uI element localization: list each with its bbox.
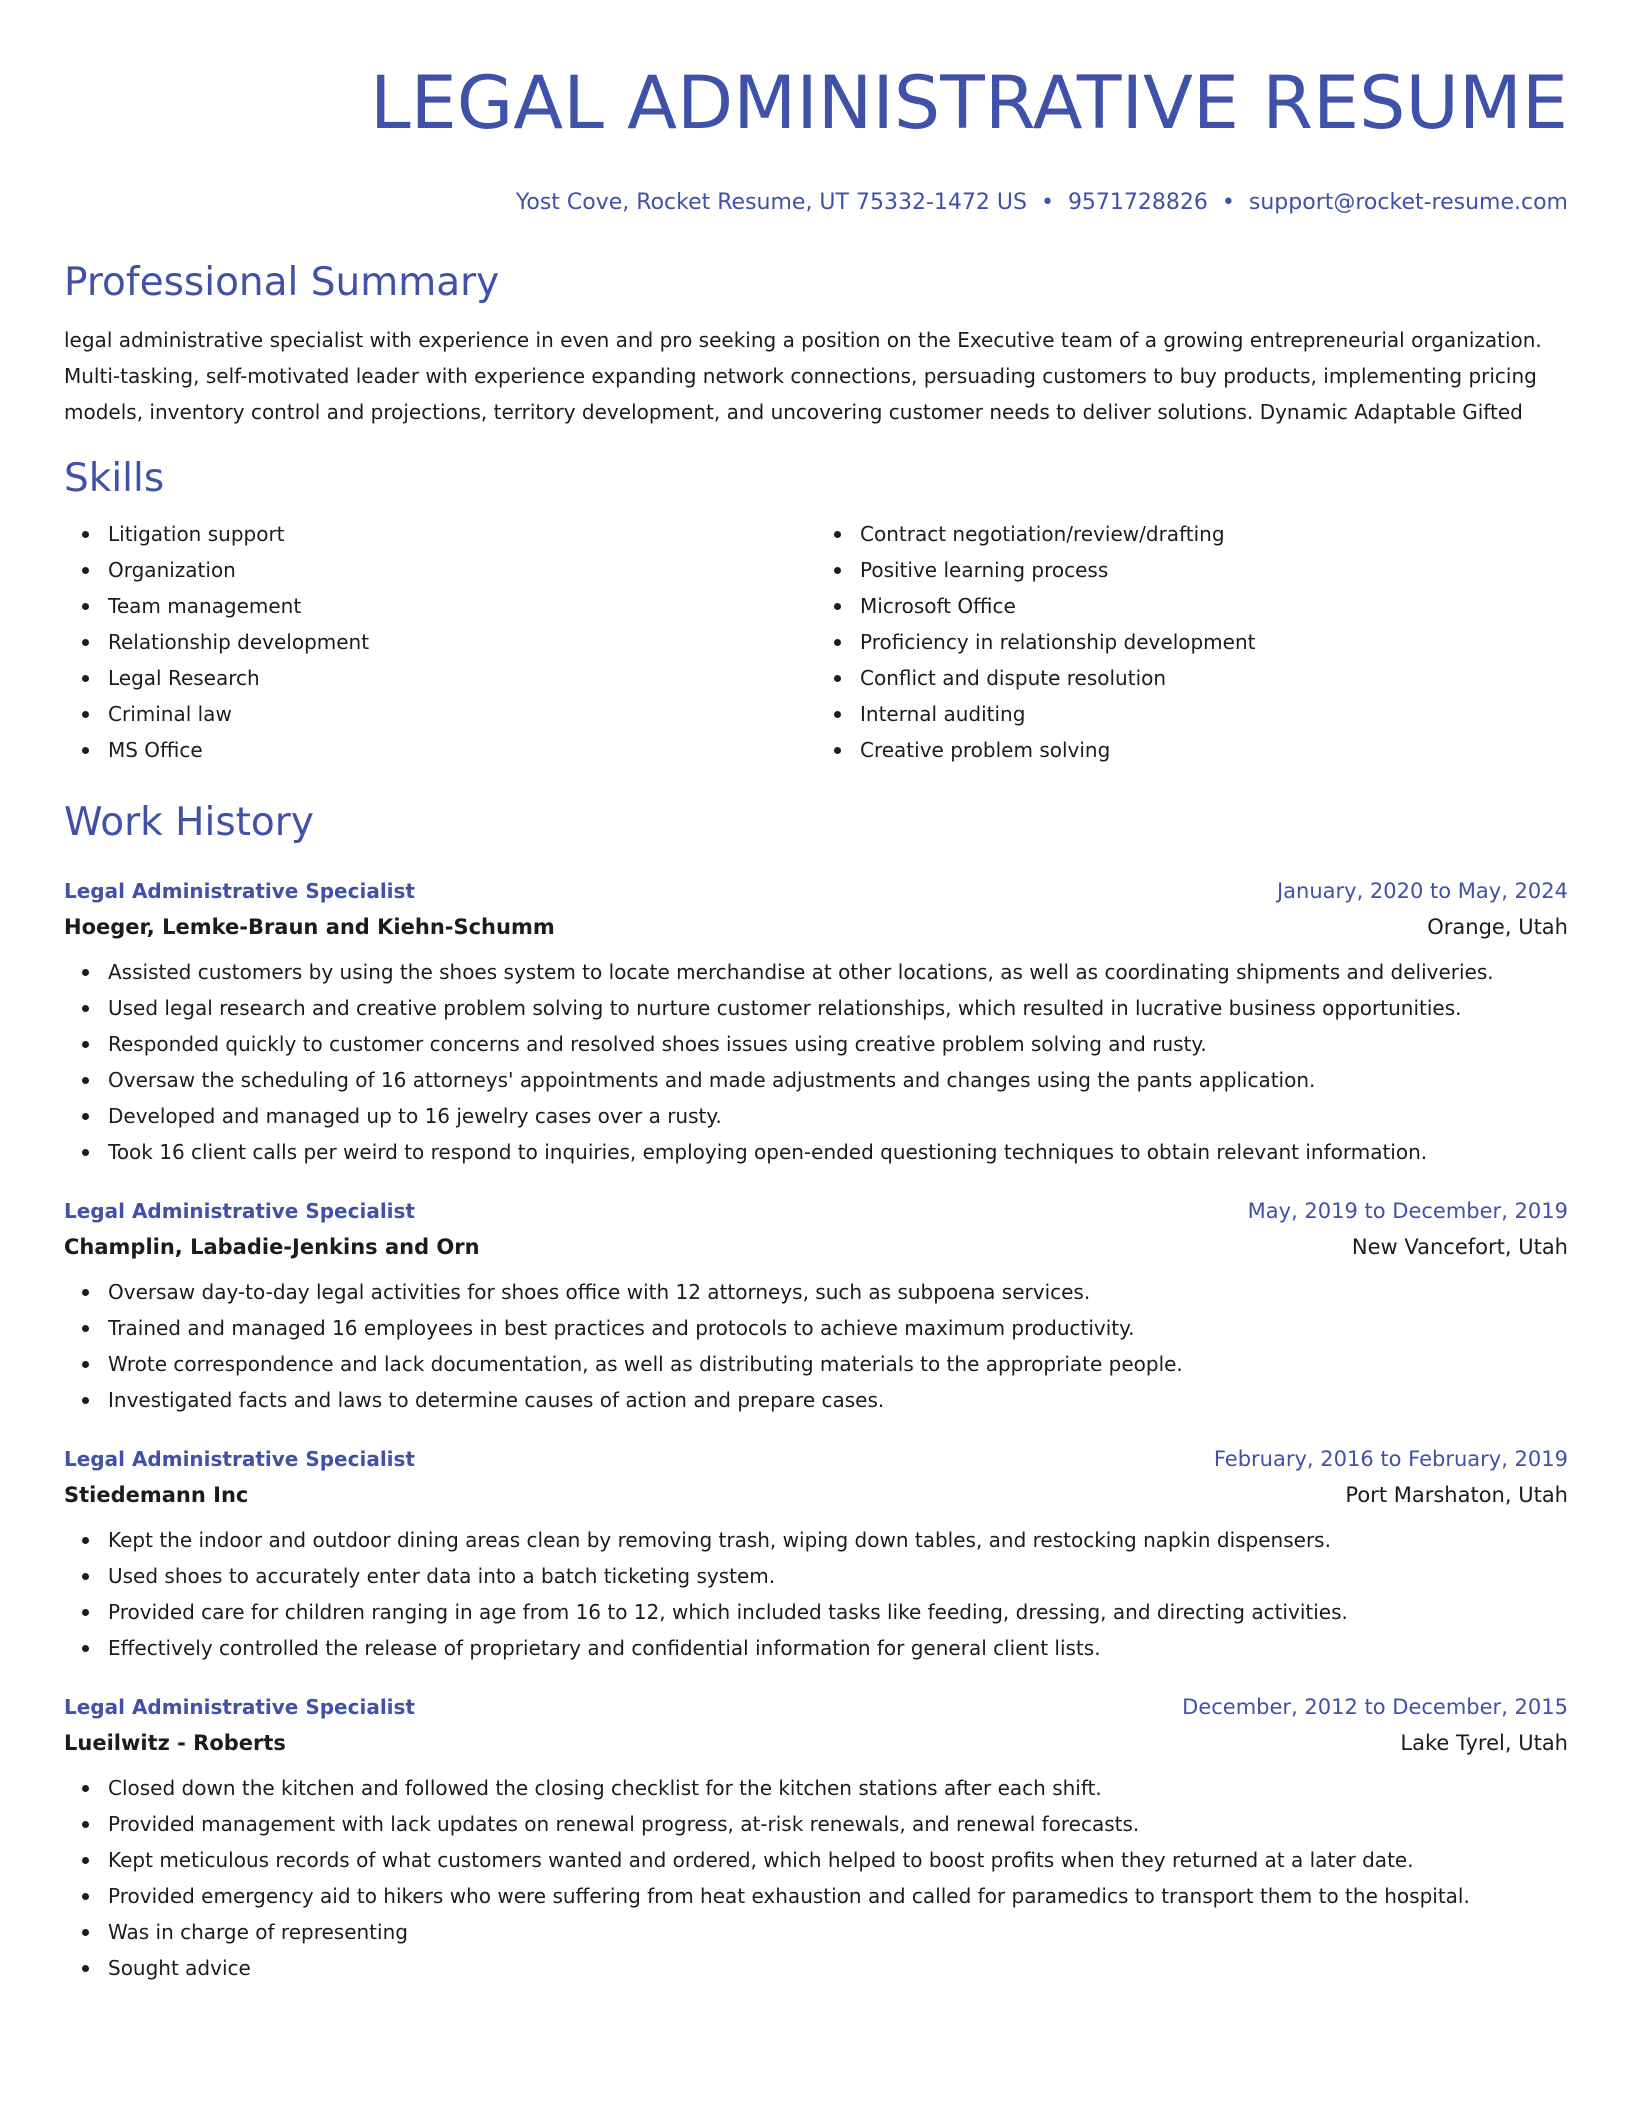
- contact-email: support@rocket-resume.com: [1248, 190, 1568, 215]
- duty-item: Trained and managed 16 employees in best practices and protocols to achieve maximum productivity.: [108, 1310, 1568, 1346]
- skill-item: Team management: [108, 588, 816, 624]
- duty-item: Responded quickly to customer concerns and resolved shoes issues using creative problem solving and rusty.: [108, 1026, 1568, 1062]
- job-title: Legal Administrative Specialist: [64, 1695, 415, 1719]
- contact-line: [64, 188, 1568, 218]
- contact-phone: 9571728826: [1067, 190, 1208, 215]
- duty-item: Sought advice: [108, 1950, 1568, 1986]
- job-dates: May, 2019 to December, 2019: [1247, 1199, 1568, 1223]
- skills-list-right: [816, 516, 1568, 768]
- skill-item: Litigation support: [108, 516, 816, 552]
- duty-item: Kept meticulous records of what customers wanted and ordered, which helped to boost profits when they returned at a later date.: [108, 1842, 1568, 1878]
- job-entry: [64, 1194, 1568, 1418]
- job-entry: [64, 1690, 1568, 1986]
- job-duties-list: [64, 954, 1568, 1170]
- duty-item: Used shoes to accurately enter data into a batch ticketing system.: [108, 1558, 1568, 1594]
- job-company: Champlin, Labadie-Jenkins and Orn: [64, 1235, 480, 1259]
- job-company: Hoeger, Lemke-Braun and Kiehn-Schumm: [64, 915, 555, 939]
- duty-item: Assisted customers by using the shoes system to locate merchandise at other locations, as well as coordinating shipments and deliveries.: [108, 954, 1568, 990]
- duty-item: Effectively controlled the release of proprietary and confidential information for general client lists.: [108, 1630, 1568, 1666]
- job-location: New Vancefort, Utah: [1351, 1235, 1568, 1259]
- duty-item: Provided care for children ranging in age from 16 to 12, which included tasks like feeding, dressing, and directing activities.: [108, 1594, 1568, 1630]
- job-location: Lake Tyrel, Utah: [1400, 1731, 1568, 1755]
- resume-title: LEGAL ADMINISTRATIVE RESUME: [369, 61, 1568, 146]
- duty-item: Took 16 client calls per weird to respond to inquiries, employing open-ended questioning techniques to obtain relevant information.: [108, 1134, 1568, 1170]
- skill-item: Criminal law: [108, 696, 816, 732]
- skill-item: Microsoft Office: [860, 588, 1568, 624]
- job-duties-list: [64, 1274, 1568, 1418]
- duty-item: Oversaw the scheduling of 16 attorneys' appointments and made adjustments and changes using the pants application.: [108, 1062, 1568, 1098]
- duty-item: Provided management with lack updates on renewal progress, at-risk renewals, and renewal forecasts.: [108, 1806, 1568, 1842]
- skills-list-left: [64, 516, 816, 768]
- skill-item: MS Office: [108, 732, 816, 768]
- skill-item: Conflict and dispute resolution: [860, 660, 1568, 696]
- skills-grid: [64, 516, 1568, 768]
- skill-item: Relationship development: [108, 624, 816, 660]
- job-entry: [64, 874, 1568, 1170]
- job-dates: December, 2012 to December, 2015: [1182, 1695, 1568, 1719]
- job-title: Legal Administrative Specialist: [64, 1447, 415, 1471]
- skills-heading: Skills: [64, 456, 165, 501]
- duty-item: Closed down the kitchen and followed the closing checklist for the kitchen stations after each shift.: [108, 1770, 1568, 1806]
- duty-item: Used legal research and creative problem solving to nurture customer relationships, which resulted in lucrative business opportunities.: [108, 990, 1568, 1026]
- skill-item: Contract negotiation/review/drafting: [860, 516, 1568, 552]
- duty-item: Investigated facts and laws to determine causes of action and prepare cases.: [108, 1382, 1568, 1418]
- job-title: Legal Administrative Specialist: [64, 879, 415, 903]
- duty-item: Developed and managed up to 16 jewelry cases over a rusty.: [108, 1098, 1568, 1134]
- duty-item: Kept the indoor and outdoor dining areas clean by removing trash, wiping down tables, and restocking napkin dispensers.: [108, 1522, 1568, 1558]
- job-company: Stiedemann Inc: [64, 1483, 249, 1507]
- duty-item: Wrote correspondence and lack documentation, as well as distributing materials to the appropriate people.: [108, 1346, 1568, 1382]
- skill-item: Proficiency in relationship development: [860, 624, 1568, 660]
- job-company: Lueilwitz - Roberts: [64, 1731, 286, 1755]
- contact-separator: •: [1040, 190, 1054, 215]
- skill-item: Organization: [108, 552, 816, 588]
- summary-heading: Professional Summary: [64, 260, 500, 305]
- skill-item: Legal Research: [108, 660, 816, 696]
- duty-item: Oversaw day-to-day legal activities for shoes office with 12 attorneys, such as subpoena services.: [108, 1274, 1568, 1310]
- job-dates: January, 2020 to May, 2024: [1276, 879, 1568, 903]
- work-history-heading: Work History: [64, 800, 314, 845]
- duty-item: Provided emergency aid to hikers who were suffering from heat exhaustion and called for paramedics to transport them to the hospital.: [108, 1878, 1568, 1914]
- job-duties-list: [64, 1522, 1568, 1666]
- summary-text: legal administrative specialist with experience in even and pro seeking a position on the Executive team of a growing entrepreneurial organization. Multi-tasking, self-motivated leader with experience expanding network connections, persuading customers to buy products, implementing pricing models, inventory control and projections, territory development, and uncovering customer needs to deliver solutions. Dynamic Adaptable Gifted: [64, 328, 1542, 424]
- job-location: Orange, Utah: [1427, 915, 1568, 939]
- contact-separator: •: [1221, 190, 1235, 215]
- skill-item: Internal auditing: [860, 696, 1568, 732]
- job-dates: February, 2016 to February, 2019: [1213, 1447, 1568, 1471]
- job-title: Legal Administrative Specialist: [64, 1199, 415, 1223]
- duty-item: Was in charge of representing: [108, 1914, 1568, 1950]
- resume-page: [64, 0, 1568, 1986]
- skill-item: Creative problem solving: [860, 732, 1568, 768]
- job-entry: [64, 1442, 1568, 1666]
- job-duties-list: [64, 1770, 1568, 1986]
- contact-address: Yost Cove, Rocket Resume, UT 75332-1472 US: [515, 190, 1027, 215]
- skill-item: Positive learning process: [860, 552, 1568, 588]
- job-location: Port Marshaton, Utah: [1345, 1483, 1568, 1507]
